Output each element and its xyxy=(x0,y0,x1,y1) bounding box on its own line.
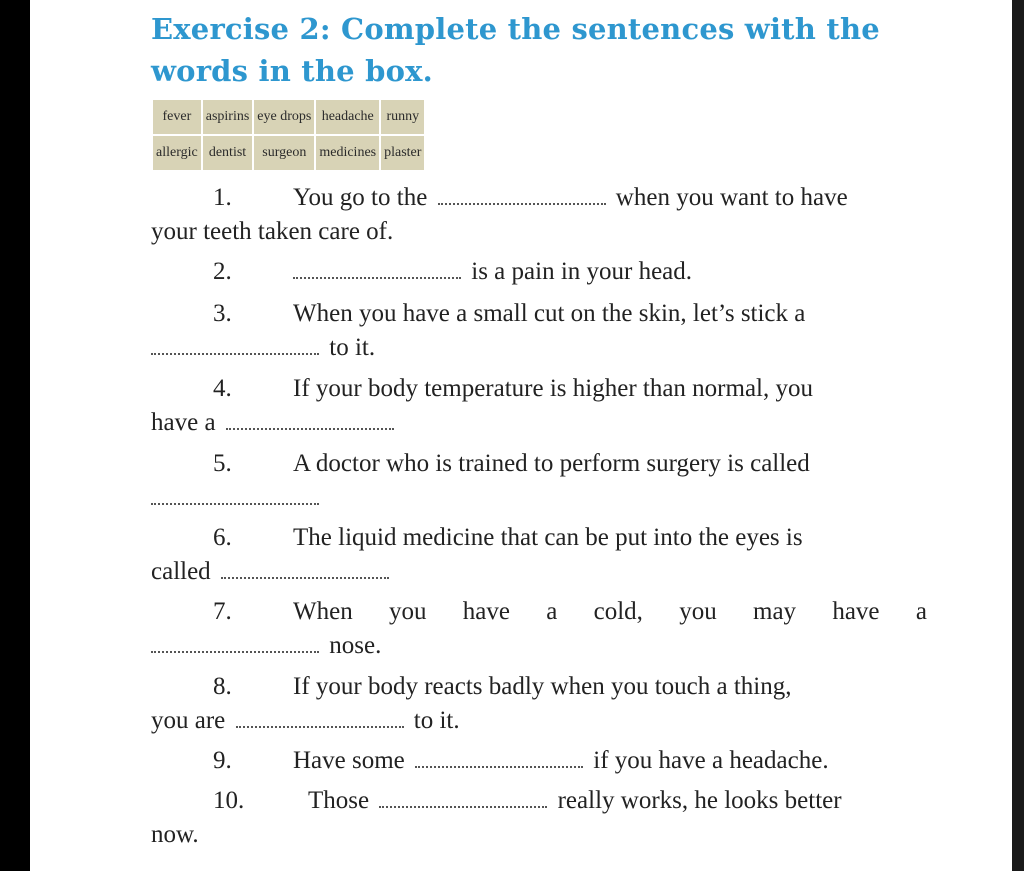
answer-blank[interactable] xyxy=(151,497,319,505)
answer-blank[interactable] xyxy=(151,347,319,355)
word: a xyxy=(915,598,927,625)
sentence-text: Those xyxy=(308,787,370,814)
sentence-1 xyxy=(151,181,927,249)
word-box-cell: plaster xyxy=(381,136,424,170)
word-box-cell: medicines xyxy=(316,136,379,170)
sentence-text: The liquid medicine that can be put into the eyes is xyxy=(293,524,803,551)
sentence-text: Have some xyxy=(293,747,405,774)
sentence-number: 1. xyxy=(213,184,232,211)
answer-blank[interactable] xyxy=(221,571,389,579)
sentence-text: to it. xyxy=(329,334,376,361)
sentence-number: 2. xyxy=(213,258,232,285)
sentence-5 xyxy=(151,447,927,515)
sentence-text: When you have a small cut on the skin, let’s stick a xyxy=(293,300,806,327)
sentence-text: when you want to have xyxy=(615,184,848,211)
word-box-cell: aspirins xyxy=(203,100,253,134)
sentence-6 xyxy=(151,521,927,589)
sentence-text: to it. xyxy=(413,707,460,734)
word: When xyxy=(293,598,353,625)
answer-blank[interactable] xyxy=(151,645,319,653)
answer-blank[interactable] xyxy=(293,271,461,279)
sentence-10 xyxy=(151,784,927,852)
word: you xyxy=(388,598,427,625)
word: cold, xyxy=(593,598,643,625)
word: a xyxy=(546,598,558,625)
sentence-4 xyxy=(151,372,927,440)
sentence-text: called xyxy=(151,558,211,585)
sentence-3 xyxy=(151,297,927,365)
word: you xyxy=(679,598,717,625)
sentence-text: If your body temperature is higher than normal, you xyxy=(293,375,813,402)
word: have xyxy=(832,598,880,625)
word: have xyxy=(462,598,510,625)
word-box-cell: runny xyxy=(381,100,424,134)
word-box-cell: dentist xyxy=(203,136,253,170)
answer-blank[interactable] xyxy=(379,800,547,808)
sentence-number: 8. xyxy=(213,673,232,700)
word-box-row-2 xyxy=(153,136,424,170)
sentence-8 xyxy=(151,670,927,738)
word-box-cell: allergic xyxy=(153,136,201,170)
sentence-text: is a pain in your head. xyxy=(471,258,693,285)
sentence-text: have a xyxy=(151,409,216,436)
sentence-text: if you have a headache. xyxy=(593,747,829,774)
sentence-number: 4. xyxy=(213,375,232,402)
word: may xyxy=(753,598,797,625)
sentence-text: If your body reacts badly when you touch a thing, xyxy=(293,673,792,700)
sentence-number: 7. xyxy=(213,598,232,625)
sentence-7 xyxy=(151,595,927,663)
sentence-text: nose. xyxy=(329,632,382,659)
word-box-cell: eye drops xyxy=(254,100,314,134)
sentence-number: 5. xyxy=(213,450,232,477)
answer-blank[interactable] xyxy=(236,720,404,728)
word-box-cell: headache xyxy=(316,100,379,134)
sentence-text: You go to the xyxy=(293,184,428,211)
sentence-text: A doctor who is trained to perform surgery is called xyxy=(293,450,810,477)
sentence-number: 6. xyxy=(213,524,232,551)
sentence-text: you are xyxy=(151,707,226,734)
sentence-number: 3. xyxy=(213,300,232,327)
sentence-number: 10. xyxy=(213,787,245,814)
sentence-text xyxy=(293,595,927,629)
answer-blank[interactable] xyxy=(226,422,394,430)
word-box-cell: surgeon xyxy=(254,136,314,170)
sentence-2 xyxy=(151,255,927,289)
sentence-number: 9. xyxy=(213,747,232,774)
right-edge-strip xyxy=(1012,0,1024,871)
answer-blank[interactable] xyxy=(438,197,606,205)
word-box xyxy=(151,98,426,172)
worksheet-page xyxy=(30,0,1012,871)
exercise-title: Exercise 2: Complete the sentences with the words in the box. xyxy=(151,12,880,88)
sentence-text: now. xyxy=(151,821,199,848)
sentence-text: really works, he looks better xyxy=(557,787,842,814)
sentence-9 xyxy=(151,744,927,778)
answer-blank[interactable] xyxy=(415,760,583,768)
sentence-text: your teeth taken care of. xyxy=(151,218,394,245)
word-box-cell: fever xyxy=(153,100,201,134)
word-box-row-1 xyxy=(153,100,424,134)
